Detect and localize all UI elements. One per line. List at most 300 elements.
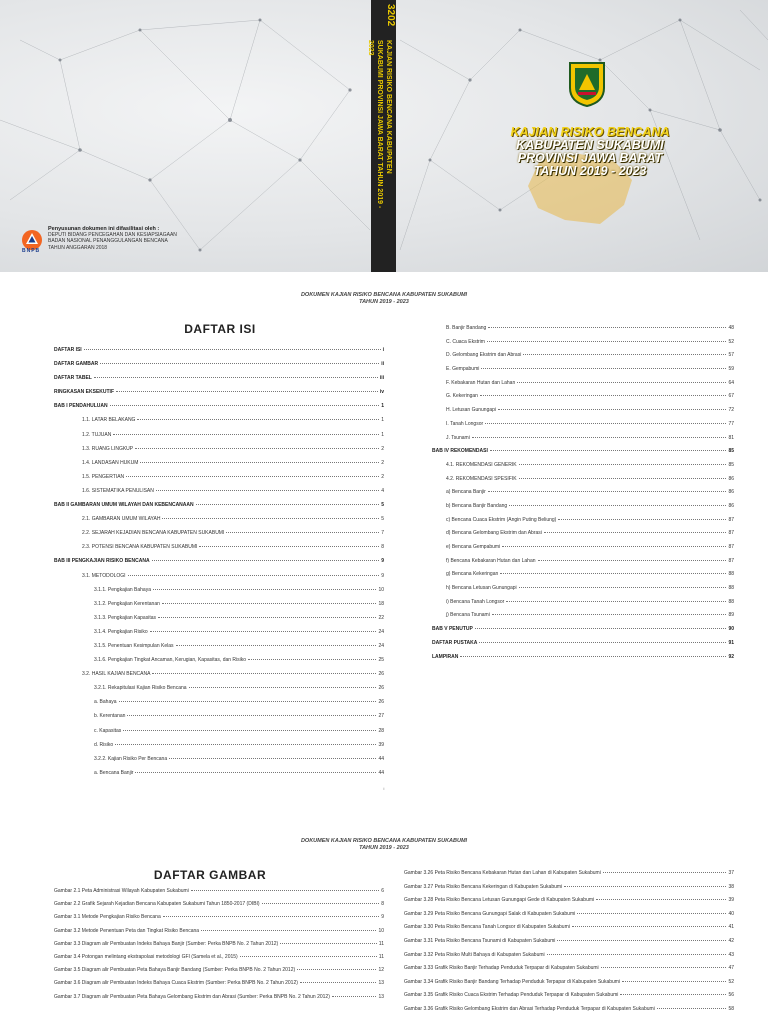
toc-entry[interactable] <box>54 699 384 713</box>
toc-entry[interactable] <box>54 601 384 615</box>
toc-entry[interactable] <box>432 435 734 449</box>
toc-entry[interactable] <box>432 599 734 613</box>
toc-entry[interactable] <box>54 587 384 601</box>
toc-entry-label: d. Risiko <box>94 741 114 748</box>
dot-leader <box>488 327 726 328</box>
bnpb-logo-text: BNPB <box>22 248 41 254</box>
cover-title-line: KABUPATEN SUKABUMI <box>516 138 664 152</box>
dot-leader <box>538 560 727 561</box>
dot-leader <box>544 532 727 533</box>
toc-entry[interactable] <box>432 352 734 366</box>
toc-entry-page: 13 <box>378 980 384 987</box>
dot-leader <box>620 994 726 995</box>
book-spine <box>367 0 396 272</box>
toc-entry-page: 47 <box>728 965 734 972</box>
toc-entry-page: 59 <box>728 366 734 373</box>
toc-entry-label: BAB II GAMBARAN UMUM WILAYAH DAN KEBENCANAAN <box>54 502 194 509</box>
credit-line: DEPUTI BIDANG PENCEGAHAN DAN KESIAPSIAGAAN <box>48 232 177 239</box>
toc-entry[interactable] <box>54 403 384 417</box>
toc-entry-label: Gambar 3.1 Metode Pengkajian Risiko Bencana <box>54 914 161 921</box>
toc-entry[interactable] <box>432 393 734 407</box>
toc-entry[interactable] <box>54 629 384 643</box>
toc-entry[interactable] <box>54 375 384 389</box>
toc-entry-label: 1.4. LANDASAN HUKUM <box>82 459 139 466</box>
dot-leader <box>577 913 726 914</box>
toc-entry[interactable] <box>54 941 384 954</box>
toc-entry-page: 10 <box>378 586 384 593</box>
dot-leader <box>492 614 727 615</box>
dot-leader <box>150 631 377 632</box>
toc-entry-label: 4.1. REKOMENDASI GENERIK <box>446 461 517 468</box>
toc-entry[interactable] <box>432 626 734 640</box>
toc-entry-page: 12 <box>378 967 384 974</box>
toc-entry-label: Gambar 3.2 Metode Penentuan Peta dan Tingkat Risiko Bencana <box>54 927 200 934</box>
toc-entry[interactable] <box>432 421 734 435</box>
toc-entry[interactable] <box>54 432 384 446</box>
dot-leader <box>152 560 380 561</box>
dot-leader <box>226 532 379 533</box>
dot-leader <box>119 701 377 702</box>
toc-entry[interactable] <box>432 640 734 654</box>
toc-entry-page: 52 <box>728 978 734 985</box>
toc-entry-page: 41 <box>728 924 734 931</box>
toc-entry-label: 3.2.1. Rekapitulasi Kajian Risiko Bencana <box>94 685 187 692</box>
toc-entry-label: b) Bencana Banjir Bandang <box>446 502 508 509</box>
toc-entry-label: Gambar 2.2 Grafik Sejarah Kejadian Bencana Kabupaten Sukabumi Tahun 1850-2017 (DIBI) <box>54 901 260 908</box>
page-header-line: TAHUN 2019 - 2023 <box>359 845 409 851</box>
toc-entry-label: E. Gempabumi <box>446 366 480 373</box>
figures-heading: DAFTAR GAMBAR <box>153 868 267 882</box>
toc-entry-label: j) Bencana Tsunami <box>446 612 490 619</box>
toc-entry-label: F. Kebakaran Hutan dan Lahan <box>446 379 516 386</box>
toc-entry[interactable] <box>54 901 384 914</box>
toc-entry[interactable] <box>54 446 384 460</box>
toc-entry-label: h) Bencana Letusan Gunungapi <box>446 585 517 592</box>
toc-entry[interactable] <box>432 325 734 339</box>
toc-entry-label: 2.3. POTENSI BENCANA KABUPATEN SUKABUMI <box>82 544 198 551</box>
dot-leader <box>481 368 726 369</box>
toc-entry-label: BAB III PENGKAJIAN RISIKO BENCANA <box>54 558 150 565</box>
dot-leader <box>248 659 376 660</box>
toc-entry-page: 2 <box>381 445 384 452</box>
dot-leader <box>152 673 376 674</box>
toc-entry[interactable] <box>404 979 734 993</box>
toc-entry-page: 52 <box>728 338 734 345</box>
toc-entry[interactable] <box>54 954 384 967</box>
toc-entry-page: iii <box>379 375 384 382</box>
credit-line: Penyusunan dokumen ini difasilitasi oleh : <box>48 226 160 232</box>
dot-leader <box>153 589 376 590</box>
toc-entry-label: 3.1.6. Pengkajian Tingkat Ancaman, Kerugian, Kapasitas, dan Risiko <box>94 657 247 664</box>
dot-leader <box>622 981 726 982</box>
dot-leader <box>123 730 376 731</box>
toc-entry-page: 28 <box>378 727 384 734</box>
cover-title-line: PROVINSI JAWA BARAT <box>517 151 663 165</box>
dot-leader <box>137 419 379 420</box>
toc-entry-label: I. Tanah Longsor <box>446 420 484 427</box>
dot-leader <box>523 354 726 355</box>
dot-leader <box>201 930 376 931</box>
toc-entry-label: Gambar 3.28 Peta Risiko Bencana Letusan Gunungapi Gede di Kabupaten Sukabumi <box>404 897 595 904</box>
toc-entry-label: 1.6. SISTEMATIKA PENULISAN <box>82 487 154 494</box>
toc-entry[interactable] <box>404 897 734 911</box>
toc-entry-label: 3.1.3. Pengkajian Kapasitas <box>94 614 156 621</box>
dot-leader <box>517 382 726 383</box>
toc-entry[interactable] <box>54 530 384 544</box>
dot-leader <box>332 996 377 997</box>
toc-entry-page: 1 <box>381 417 384 424</box>
toc-entry-page: 22 <box>378 614 384 621</box>
dot-leader <box>262 903 380 904</box>
dot-leader <box>113 434 379 435</box>
credit-line: BADAN NASIONAL PENANGGULANGAN BENCANA <box>48 238 168 245</box>
credit-line: TAHUN ANGGARAN 2018 <box>48 244 108 251</box>
cover-title-line: TAHUN 2019 - 2023 <box>533 164 647 178</box>
dot-leader <box>601 967 727 968</box>
toc-entry[interactable] <box>54 994 384 1007</box>
toc-entry-label: Gambar 3.6 Diagram alir Pembuatan Indeks Bahaya Cuaca Ekstrim (Sumber: Perka BNPB No. 2 Tahun 2012) <box>54 980 298 987</box>
dot-leader <box>163 916 379 917</box>
dot-leader <box>475 628 727 629</box>
toc-entry-page: 85 <box>728 448 734 455</box>
toc-entry-page: 18 <box>378 600 384 607</box>
cover-title <box>500 126 680 178</box>
toc-entry-label: DAFTAR ISI <box>54 347 82 353</box>
toc-entry-page: 92 <box>728 653 734 660</box>
toc-entry[interactable] <box>54 544 384 558</box>
page-number: i <box>383 786 385 791</box>
toc-entry-page: 13 <box>378 993 384 1000</box>
toc-entry-label: 3.1.2. Pengkajian Kerentanan <box>94 600 160 607</box>
toc-entry-page: 5 <box>381 502 384 509</box>
dot-leader <box>240 956 377 957</box>
toc-entry[interactable] <box>54 888 384 901</box>
toc-entry-page: 87 <box>728 544 734 550</box>
toc-entry[interactable] <box>404 965 734 979</box>
toc-entry[interactable] <box>432 366 734 380</box>
toc-entry-label: c. Kapasitas <box>94 727 122 734</box>
toc-entry-page: 86 <box>728 475 734 482</box>
toc-entry-page: 39 <box>728 897 734 904</box>
dot-leader <box>500 573 726 574</box>
toc-entry[interactable] <box>432 530 734 544</box>
dot-leader <box>519 464 727 465</box>
toc-entry-label: 1.3. RUANG LINGKUP <box>82 445 134 452</box>
toc-entry-page: 37 <box>728 870 734 876</box>
toc-entry[interactable] <box>432 558 734 572</box>
toc-entry-label: BAB I PENDAHULUAN <box>54 403 108 410</box>
toc-entry-page: 9 <box>381 572 384 579</box>
dot-leader <box>110 405 380 406</box>
toc-entry[interactable] <box>432 380 734 394</box>
toc-entry-page: i <box>382 347 384 353</box>
toc-entry-page: 90 <box>728 626 734 633</box>
page-header <box>0 838 768 852</box>
page-header-line: DOKUMEN KAJIAN RISIKO BENCANA KABUPATEN SUKABUMI <box>300 838 468 844</box>
toc-entry-page: 39 <box>378 741 384 748</box>
toc-entry[interactable] <box>54 928 384 941</box>
toc-entry[interactable] <box>404 870 734 884</box>
toc-entry-label: 4.2. REKOMENDASI SPESIFIK <box>446 475 517 482</box>
credit-lines <box>48 226 177 251</box>
toc-entry-label: 1.5. PENGERTIAN <box>82 473 125 480</box>
toc-entry[interactable] <box>54 361 384 375</box>
dot-leader <box>297 969 376 970</box>
toc-entry-page: 24 <box>378 628 384 635</box>
dot-leader <box>115 744 376 745</box>
toc-entry-page: 87 <box>728 530 734 537</box>
toc-entry-label: Gambar 3.4 Potongan melintang ekstrapolasi metodologi GFI (Samela et al., 2015) <box>54 953 238 960</box>
figures-left-column <box>54 888 384 1007</box>
toc-entry-page: 7 <box>381 530 384 537</box>
toc-entry-page: 64 <box>728 379 734 386</box>
toc-entry-label: 3.2. HASIL KAJIAN BENCANA <box>82 671 151 678</box>
toc-entry[interactable] <box>432 339 734 353</box>
toc-entry[interactable] <box>54 389 384 403</box>
toc-entry[interactable] <box>54 347 384 361</box>
toc-entry-label: H. Letusan Gunungapi <box>446 407 497 414</box>
page-header <box>0 292 768 306</box>
toc-entry-label: LAMPIRAN <box>432 653 459 660</box>
dot-leader <box>127 715 376 716</box>
toc-entry[interactable] <box>432 654 734 668</box>
toc-entry-label: DAFTAR PUSTAKA <box>432 639 478 646</box>
toc-entry-label: DAFTAR GAMBAR <box>54 361 99 368</box>
toc-entry-label: a) Bencana Banjir <box>446 489 486 496</box>
toc-entry[interactable] <box>404 924 734 938</box>
dot-leader <box>485 423 726 424</box>
toc-entry-label: Gambar 3.5 Diagram alir Pembuatan Peta Bahaya Banjir Bandang (Sumber: Perka BNPB No. 2 Tahun 2012) <box>54 967 296 974</box>
toc-entry[interactable] <box>54 615 384 629</box>
toc-entry-label: DAFTAR TABEL <box>54 375 92 382</box>
toc-entry-label: i) Bencana Tanah Longsor <box>446 598 505 605</box>
toc-entry-label: 2.2. SEJARAH KEJADIAN BENCANA KABUPATEN SUKABUMI <box>82 530 225 537</box>
toc-entry[interactable] <box>54 474 384 488</box>
toc-entry-page: 26 <box>378 699 384 706</box>
toc-entry-label: C. Cuaca Ekstrim <box>446 338 485 345</box>
dot-leader <box>128 575 380 576</box>
toc-entry-page: 88 <box>728 585 734 592</box>
toc-entry-page: 8 <box>381 901 384 908</box>
toc-entry-page: 43 <box>728 951 734 958</box>
toc-entry-label: a. Bahaya <box>94 699 117 706</box>
toc-entry-label: Gambar 3.27 Peta Risiko Bencana Kekeringan di Kabupaten Sukabumi <box>404 883 563 890</box>
dot-leader <box>162 518 379 519</box>
dot-leader <box>547 954 727 955</box>
toc-entry[interactable] <box>54 967 384 980</box>
toc-entry-page: 91 <box>728 639 734 646</box>
toc-entry[interactable] <box>404 992 734 1006</box>
toc-entry-page: 5 <box>381 516 384 523</box>
toc-entry[interactable] <box>432 544 734 558</box>
dot-leader <box>135 772 376 773</box>
toc-entry-page: 11 <box>378 940 384 947</box>
toc-entry-page: 2 <box>381 459 384 466</box>
toc-entry[interactable] <box>54 558 384 572</box>
toc-entry-label: 3.1. METODOLOGI <box>82 572 126 579</box>
toc-entry-label: BAB IV REKOMENDASI <box>432 448 488 455</box>
dot-leader <box>189 687 377 688</box>
dot-leader <box>199 546 379 547</box>
toc-entry[interactable] <box>54 417 384 431</box>
cover-title-line: KAJIAN RISIKO BENCANA <box>510 125 670 139</box>
toc-entry[interactable] <box>54 643 384 657</box>
toc-left-column <box>54 347 384 784</box>
toc-entry-page: 6 <box>381 888 384 894</box>
dot-leader <box>502 546 726 547</box>
toc-entry-page: 48 <box>728 325 734 331</box>
dot-leader <box>196 504 380 505</box>
toc-entry-page: 44 <box>378 769 384 776</box>
toc-entry-page: ii <box>381 361 384 368</box>
toc-entry-label: Gambar 3.35 Grafik Risiko Cuaca Ekstrim Terhadap Penduduk Terpapar di Kabupaten Sukabumi <box>404 992 619 999</box>
toc-entry-page: 26 <box>378 685 384 692</box>
toc-entry[interactable] <box>54 713 384 727</box>
dot-leader <box>519 587 727 588</box>
toc-entry-page: 87 <box>728 557 734 564</box>
dot-leader <box>156 490 379 491</box>
toc-entry-label: Gambar 3.32 Peta Risiko Multi Bahaya di Kabupaten Sukabumi <box>404 951 545 958</box>
toc-entry-label: d) Bencana Gelombang Ekstrim dan Abrasi <box>446 530 542 537</box>
toc-entry-page: 1 <box>381 431 384 438</box>
toc-entry-label: G. Kekeringan <box>446 393 478 400</box>
toc-entry-label: e) Bencana Gempabumi <box>446 544 501 550</box>
toc-entry[interactable] <box>404 911 734 925</box>
toc-entry[interactable] <box>432 489 734 503</box>
toc-entry-page: 38 <box>728 883 734 890</box>
toc-entry-page: 9 <box>381 558 384 565</box>
dot-leader <box>460 656 726 657</box>
toc-entry-page: 86 <box>728 502 734 509</box>
toc-entry-page: 11 <box>378 953 384 960</box>
toc-entry[interactable] <box>54 516 384 530</box>
toc-entry-label: B. Banjir Bandang <box>446 325 487 331</box>
toc-entry[interactable] <box>54 756 384 770</box>
toc-entry-page: 2 <box>381 473 384 480</box>
dot-leader <box>162 603 377 604</box>
toc-entry[interactable] <box>404 1006 734 1020</box>
dot-leader <box>140 462 379 463</box>
page-header-line: DOKUMEN KAJIAN RISIKO BENCANA KABUPATEN SUKABUMI <box>300 292 468 298</box>
dot-leader <box>169 758 376 759</box>
toc-entry[interactable] <box>432 476 734 490</box>
dot-leader <box>487 341 727 342</box>
regency-emblem-icon <box>566 60 608 108</box>
toc-entry[interactable] <box>432 448 734 462</box>
dot-leader <box>300 982 377 983</box>
toc-entry[interactable] <box>404 952 734 966</box>
toc-entry-page: 8 <box>381 544 384 551</box>
toc-entry-label: J. Tsunami <box>446 434 470 441</box>
toc-entry-label: D. Gelombang Ekstrim dan Abrasi <box>446 352 522 359</box>
dot-leader <box>191 890 379 891</box>
toc-entry[interactable] <box>54 770 384 784</box>
toc-entry[interactable] <box>432 517 734 531</box>
toc-entry-page: 89 <box>728 612 734 619</box>
toc-entry[interactable] <box>404 884 734 898</box>
toc-entry-label: Gambar 3.7 Diagram alir Pembuatan Peta Bahaya Gelombang Ekstrim dan Abrasi (Sumber: Perka BNPB No. 2 Tahun 2012) <box>54 993 330 1000</box>
dot-leader <box>472 437 727 438</box>
dot-leader <box>158 617 376 618</box>
toc-entry-page: 86 <box>728 489 734 496</box>
toc-entry-page: 77 <box>728 420 734 427</box>
dot-leader <box>572 926 727 927</box>
toc-entry[interactable] <box>54 488 384 502</box>
toc-entry-label: Gambar 3.34 Grafik Risiko Banjir Bandang Terhadap Penduduk Terpapar di Kabupaten Sukabumi <box>404 978 621 985</box>
toc-entry-page: 44 <box>378 755 384 762</box>
toc-entry-page: 57 <box>728 352 734 359</box>
toc-entry[interactable] <box>432 462 734 476</box>
toc-entry-label: Gambar 3.30 Peta Risiko Bencana Tanah Longsor di Kabupaten Sukabumi <box>404 924 570 931</box>
toc-entry-page: iv <box>379 389 384 396</box>
dot-leader <box>564 886 726 887</box>
toc-entry-page: 67 <box>728 393 734 400</box>
page-header-line: TAHUN 2019 - 2023 <box>359 299 409 305</box>
dot-leader <box>100 363 379 364</box>
toc-entry-label: c) Bencana Cuaca Ekstrim (Angin Puting Beliung) <box>446 516 557 523</box>
dot-leader <box>84 349 381 350</box>
toc-entry-label: a. Bencana Banjir <box>94 769 134 776</box>
dot-leader <box>94 377 378 378</box>
toc-entry-page: 42 <box>728 937 734 944</box>
toc-entry-page: 88 <box>728 598 734 605</box>
toc-entry-page: 25 <box>378 657 384 664</box>
toc-entry-label: BAB V PENUTUP <box>432 626 473 633</box>
dot-leader <box>498 409 726 410</box>
dot-leader <box>519 478 727 479</box>
toc-entry[interactable] <box>404 938 734 952</box>
toc-entry[interactable] <box>54 460 384 474</box>
toc-entry-page: 10 <box>378 927 384 934</box>
toc-entry[interactable] <box>432 585 734 599</box>
toc-entry[interactable] <box>54 914 384 927</box>
dot-leader <box>490 450 727 451</box>
toc-entry[interactable] <box>54 502 384 516</box>
toc-entry-label: f) Bencana Kebakaran Hutan dan Lahan <box>446 557 536 564</box>
dot-leader <box>135 448 379 449</box>
toc-heading: DAFTAR ISI <box>184 322 256 336</box>
dot-leader <box>488 491 727 492</box>
toc-entry[interactable] <box>432 571 734 585</box>
toc-entry[interactable] <box>54 573 384 587</box>
dot-leader <box>126 476 379 477</box>
toc-entry[interactable] <box>54 742 384 756</box>
toc-right-column <box>432 325 734 667</box>
toc-entry-label: Gambar 3.31 Peta Risiko Bencana Tsunami di Kabupaten Sukabumi <box>404 937 556 944</box>
toc-entry[interactable] <box>54 685 384 699</box>
toc-entry-page: 56 <box>728 992 734 999</box>
toc-entry[interactable] <box>432 407 734 421</box>
dot-leader <box>558 519 726 520</box>
toc-entry[interactable] <box>432 612 734 626</box>
toc-entry[interactable] <box>432 503 734 517</box>
dot-leader <box>480 395 726 396</box>
toc-entry-label: Gambar 3.36 Grafik Risiko Gelombang Ekstrim dan Abrasi Terhadap Penduduk Terpapar di Kabupaten Sukabumi <box>404 1005 655 1012</box>
dot-leader <box>176 645 377 646</box>
toc-entry[interactable] <box>54 671 384 685</box>
toc-entry[interactable] <box>54 657 384 671</box>
toc-entry-page: 27 <box>378 713 384 720</box>
toc-entry-label: b. Kerentanan <box>94 713 126 720</box>
toc-entry[interactable] <box>54 980 384 993</box>
dot-leader <box>603 872 727 873</box>
toc-entry[interactable] <box>54 728 384 742</box>
toc-entry-label: Gambar 3.3 Diagram alir Pembuatan Indeks Bahaya Banjir (Sumber: Perka BNPB No. 2 Tahun 2012) <box>54 940 279 947</box>
toc-entry-page: 72 <box>728 407 734 414</box>
book-cover <box>0 0 768 272</box>
figures-right-column <box>404 870 734 1020</box>
dot-leader <box>557 940 726 941</box>
